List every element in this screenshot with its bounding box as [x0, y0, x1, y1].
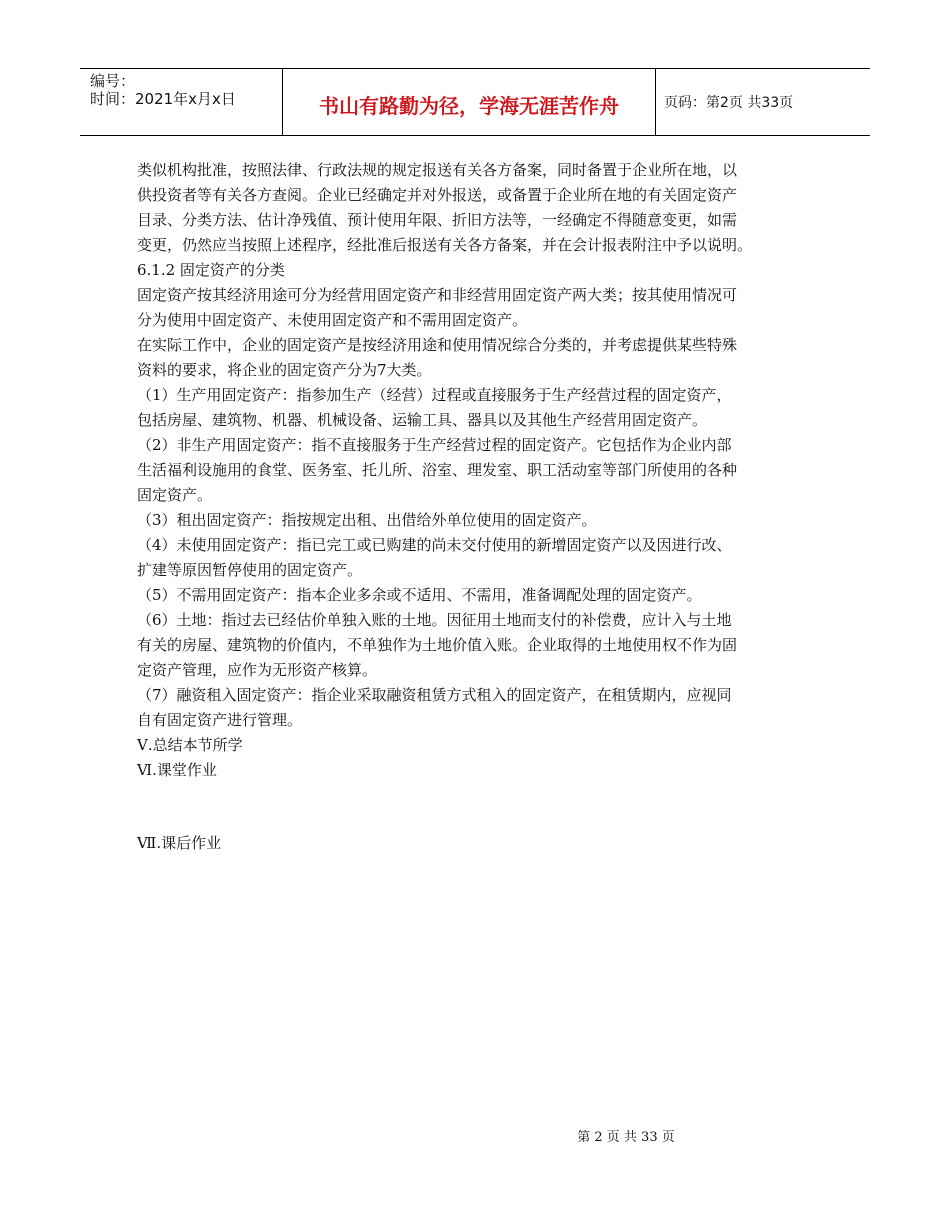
body-line: 包括房屋、建筑物、机器、机械设备、运输工具、器具以及其他生产经营用固定资产。: [137, 411, 708, 429]
document-body: [137, 158, 817, 856]
section-heading: 6.1.2 固定资产的分类: [137, 261, 285, 279]
section-heading: Ⅴ.总结本节所学: [137, 736, 243, 754]
body-line: （5）不需用固定资产：指本企业多余或不适用、不需用，准备调配处理的固定资产。: [137, 586, 702, 604]
body-line: 生活福利设施用的食堂、医务室、托儿所、浴室、理发室、职工活动室等部门所使用的各种: [137, 461, 738, 479]
body-line: 分为使用中固定资产、未使用固定资产和不需用固定资产。: [137, 311, 528, 329]
body-line: 定资产管理，应作为无形资产核算。: [137, 661, 378, 679]
section-heading: Ⅶ.课后作业: [137, 834, 222, 852]
header-info: [80, 69, 282, 135]
body-line: 类似机构批准，按照法律、行政法规的规定报送有关各方备案，同时备置于企业所在地，以: [137, 161, 738, 179]
document-date: 时间：2021年x月x日: [90, 90, 236, 108]
header-motto: 书山有路勤为径，学海无涯苦作舟: [282, 69, 656, 135]
body-line: 固定资产按其经济用途可分为经营用固定资产和非经营用固定资产两大类；按其使用情况可: [137, 286, 738, 304]
body-line: （7）融资租入固定资产：指企业采取融资租赁方式租入的固定资产，在租赁期内，应视同: [137, 686, 732, 704]
body-line: 有关的房屋、建筑物的价值内，不单独作为土地价值入账。企业取得的土地使用权不作为固: [137, 636, 738, 654]
body-line: 在实际工作中，企业的固定资产是按经济用途和使用情况综合分类的，并考虑提供某些特殊: [137, 336, 738, 354]
body-line: 资料的要求，将企业的固定资产分为7大类。: [137, 361, 432, 379]
body-line: （4）未使用固定资产：指已完工或已购建的尚未交付使用的新增固定资产以及因进行改、: [137, 536, 732, 554]
body-line: （6）土地：指过去已经估价单独入账的土地。因征用土地而支付的补偿费，应计入与土地: [137, 611, 732, 629]
section-heading: Ⅵ.课堂作业: [137, 761, 217, 779]
header-page-number: 页码：第2页 共33页: [664, 95, 794, 111]
document-number: 编号：: [90, 72, 136, 90]
body-line: 扩建等原因暂停使用的固定资产。: [137, 561, 363, 579]
body-line: 供投资者等有关各方查阅。企业已经确定并对外报送，或备置于企业所在地的有关固定资产: [137, 186, 738, 204]
body-line: 固定资产。: [137, 486, 213, 504]
body-line: （3）租出固定资产：指按规定出租、出借给外单位使用的固定资产。: [137, 511, 597, 529]
body-line: （1）生产用固定资产：指参加生产（经营）过程或直接服务于生产经营过程的固定资产，: [137, 386, 732, 404]
body-line: （2）非生产用固定资产：指不直接服务于生产经营过程的固定资产。它包括作为企业内部: [137, 436, 732, 454]
page-header: [80, 68, 870, 136]
body-line: 变更，仍然应当按照上述程序，经批准后报送有关各方备案，并在会计报表附注中予以说明。: [137, 236, 753, 254]
body-line: 目录、分类方法、估计净残值、预计使用年限、折旧方法等，一经确定不得随意变更，如需: [137, 211, 738, 229]
body-line: 自有固定资产进行管理。: [137, 711, 303, 729]
page-footer: 第 2 页 共 33 页: [577, 1130, 675, 1145]
blank-space: [137, 783, 817, 831]
